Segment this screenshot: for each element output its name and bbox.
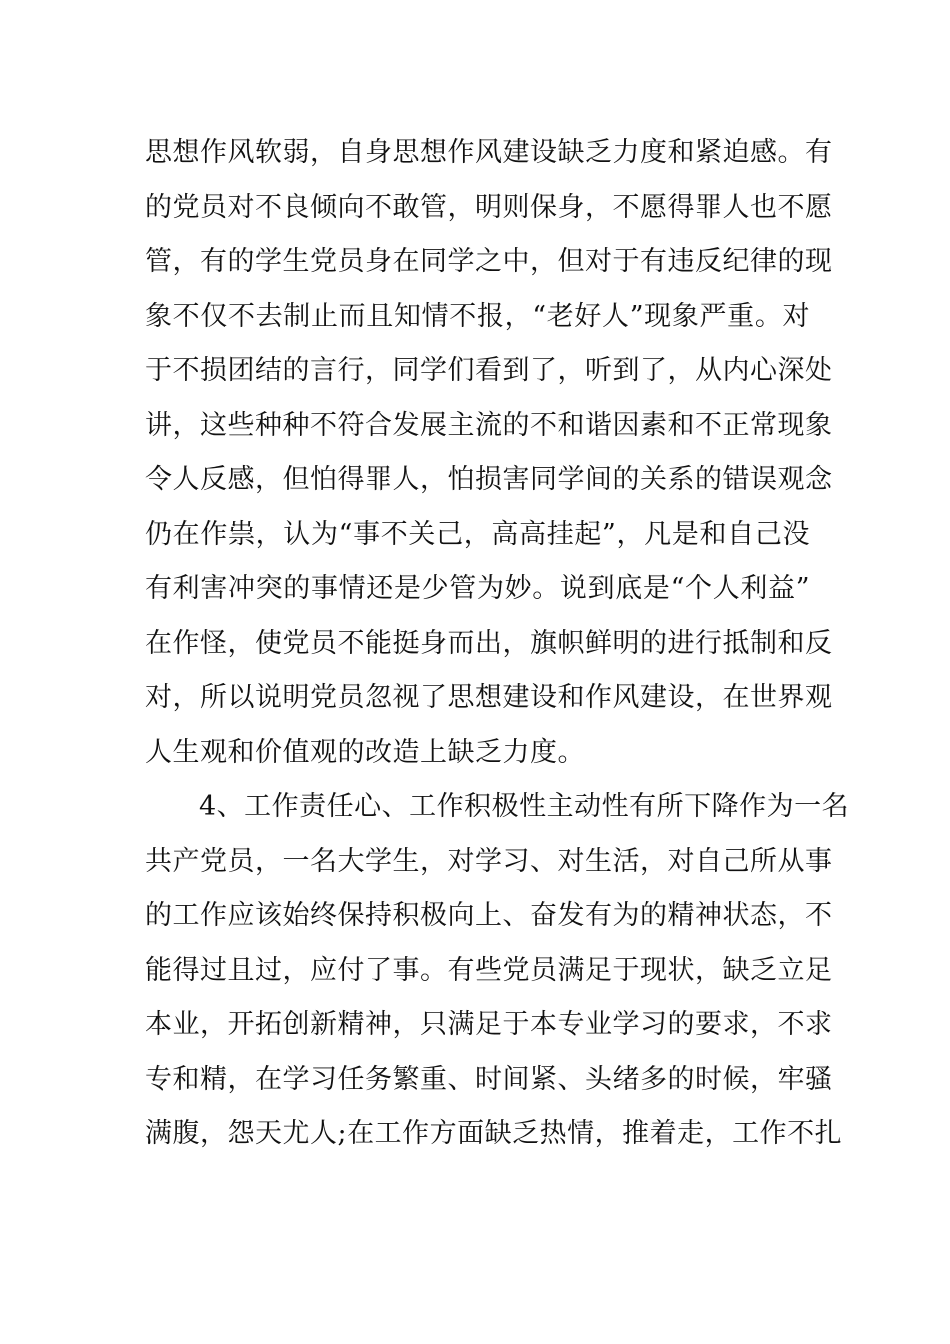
- text-line: 本业，开拓创新精神，只满足于本专业学习的要求，不求: [145, 1009, 833, 1040]
- text-line: 满腹，怨天尤人;在工作方面缺乏热情，推着走，工作不扎: [145, 1118, 843, 1149]
- text-line: 于不损团结的言行，同学们看到了，听到了，从内心深处: [145, 355, 833, 386]
- paragraph-1: [145, 126, 833, 780]
- document-body: [145, 126, 850, 1162]
- text-line: 专和精，在学习任务繁重、时间紧、头绪多的时候，牢骚: [145, 1063, 833, 1095]
- text-line: 的党员对不良倾向不敢管，明则保身，不愿得罪人也不愿: [145, 191, 833, 223]
- text-line: 讲，这些种种不符合发展主流的不和谐因素和不正常现象: [145, 409, 833, 441]
- text-line: 令人反感，但怕得罪人，怕损害同学间的关系的错误观念: [145, 464, 833, 495]
- text-line: 管，有的学生党员身在同学之中，但对于有违反纪律的现: [145, 246, 833, 277]
- text-line: 能得过且过，应付了事。有些党员满足于现状，缺乏立足: [145, 954, 833, 986]
- text-line: 有利害冲突的事情还是少管为妙。说到底是“个人利益”: [145, 573, 810, 604]
- text-line: 4、工作责任心、工作积极性主动性有所下降作为一名: [199, 791, 850, 822]
- text-line: 人生观和价值观的改造上缺乏力度。: [145, 736, 585, 768]
- text-line: 象不仅不去制止而且知情不报，“老好人”现象严重。对: [145, 300, 810, 332]
- paragraph-2: [145, 780, 850, 1162]
- text-line: 思想作风软弱，自身思想作风建设缺乏力度和紧迫感。有: [145, 137, 833, 168]
- text-line: 对，所以说明党员忽视了思想建设和作风建设，在世界观: [145, 682, 833, 713]
- text-line: 仍在作祟，认为“事不关己，高高挂起”，凡是和自己没: [145, 518, 810, 550]
- text-line: 在作怪，使党员不能挺身而出，旗帜鲜明的进行抵制和反: [145, 627, 833, 659]
- text-line: 的工作应该始终保持积极向上、奋发有为的精神状态，不: [145, 900, 833, 931]
- text-line: 共产党员，一名大学生，对学习、对生活，对自己所从事: [145, 845, 833, 877]
